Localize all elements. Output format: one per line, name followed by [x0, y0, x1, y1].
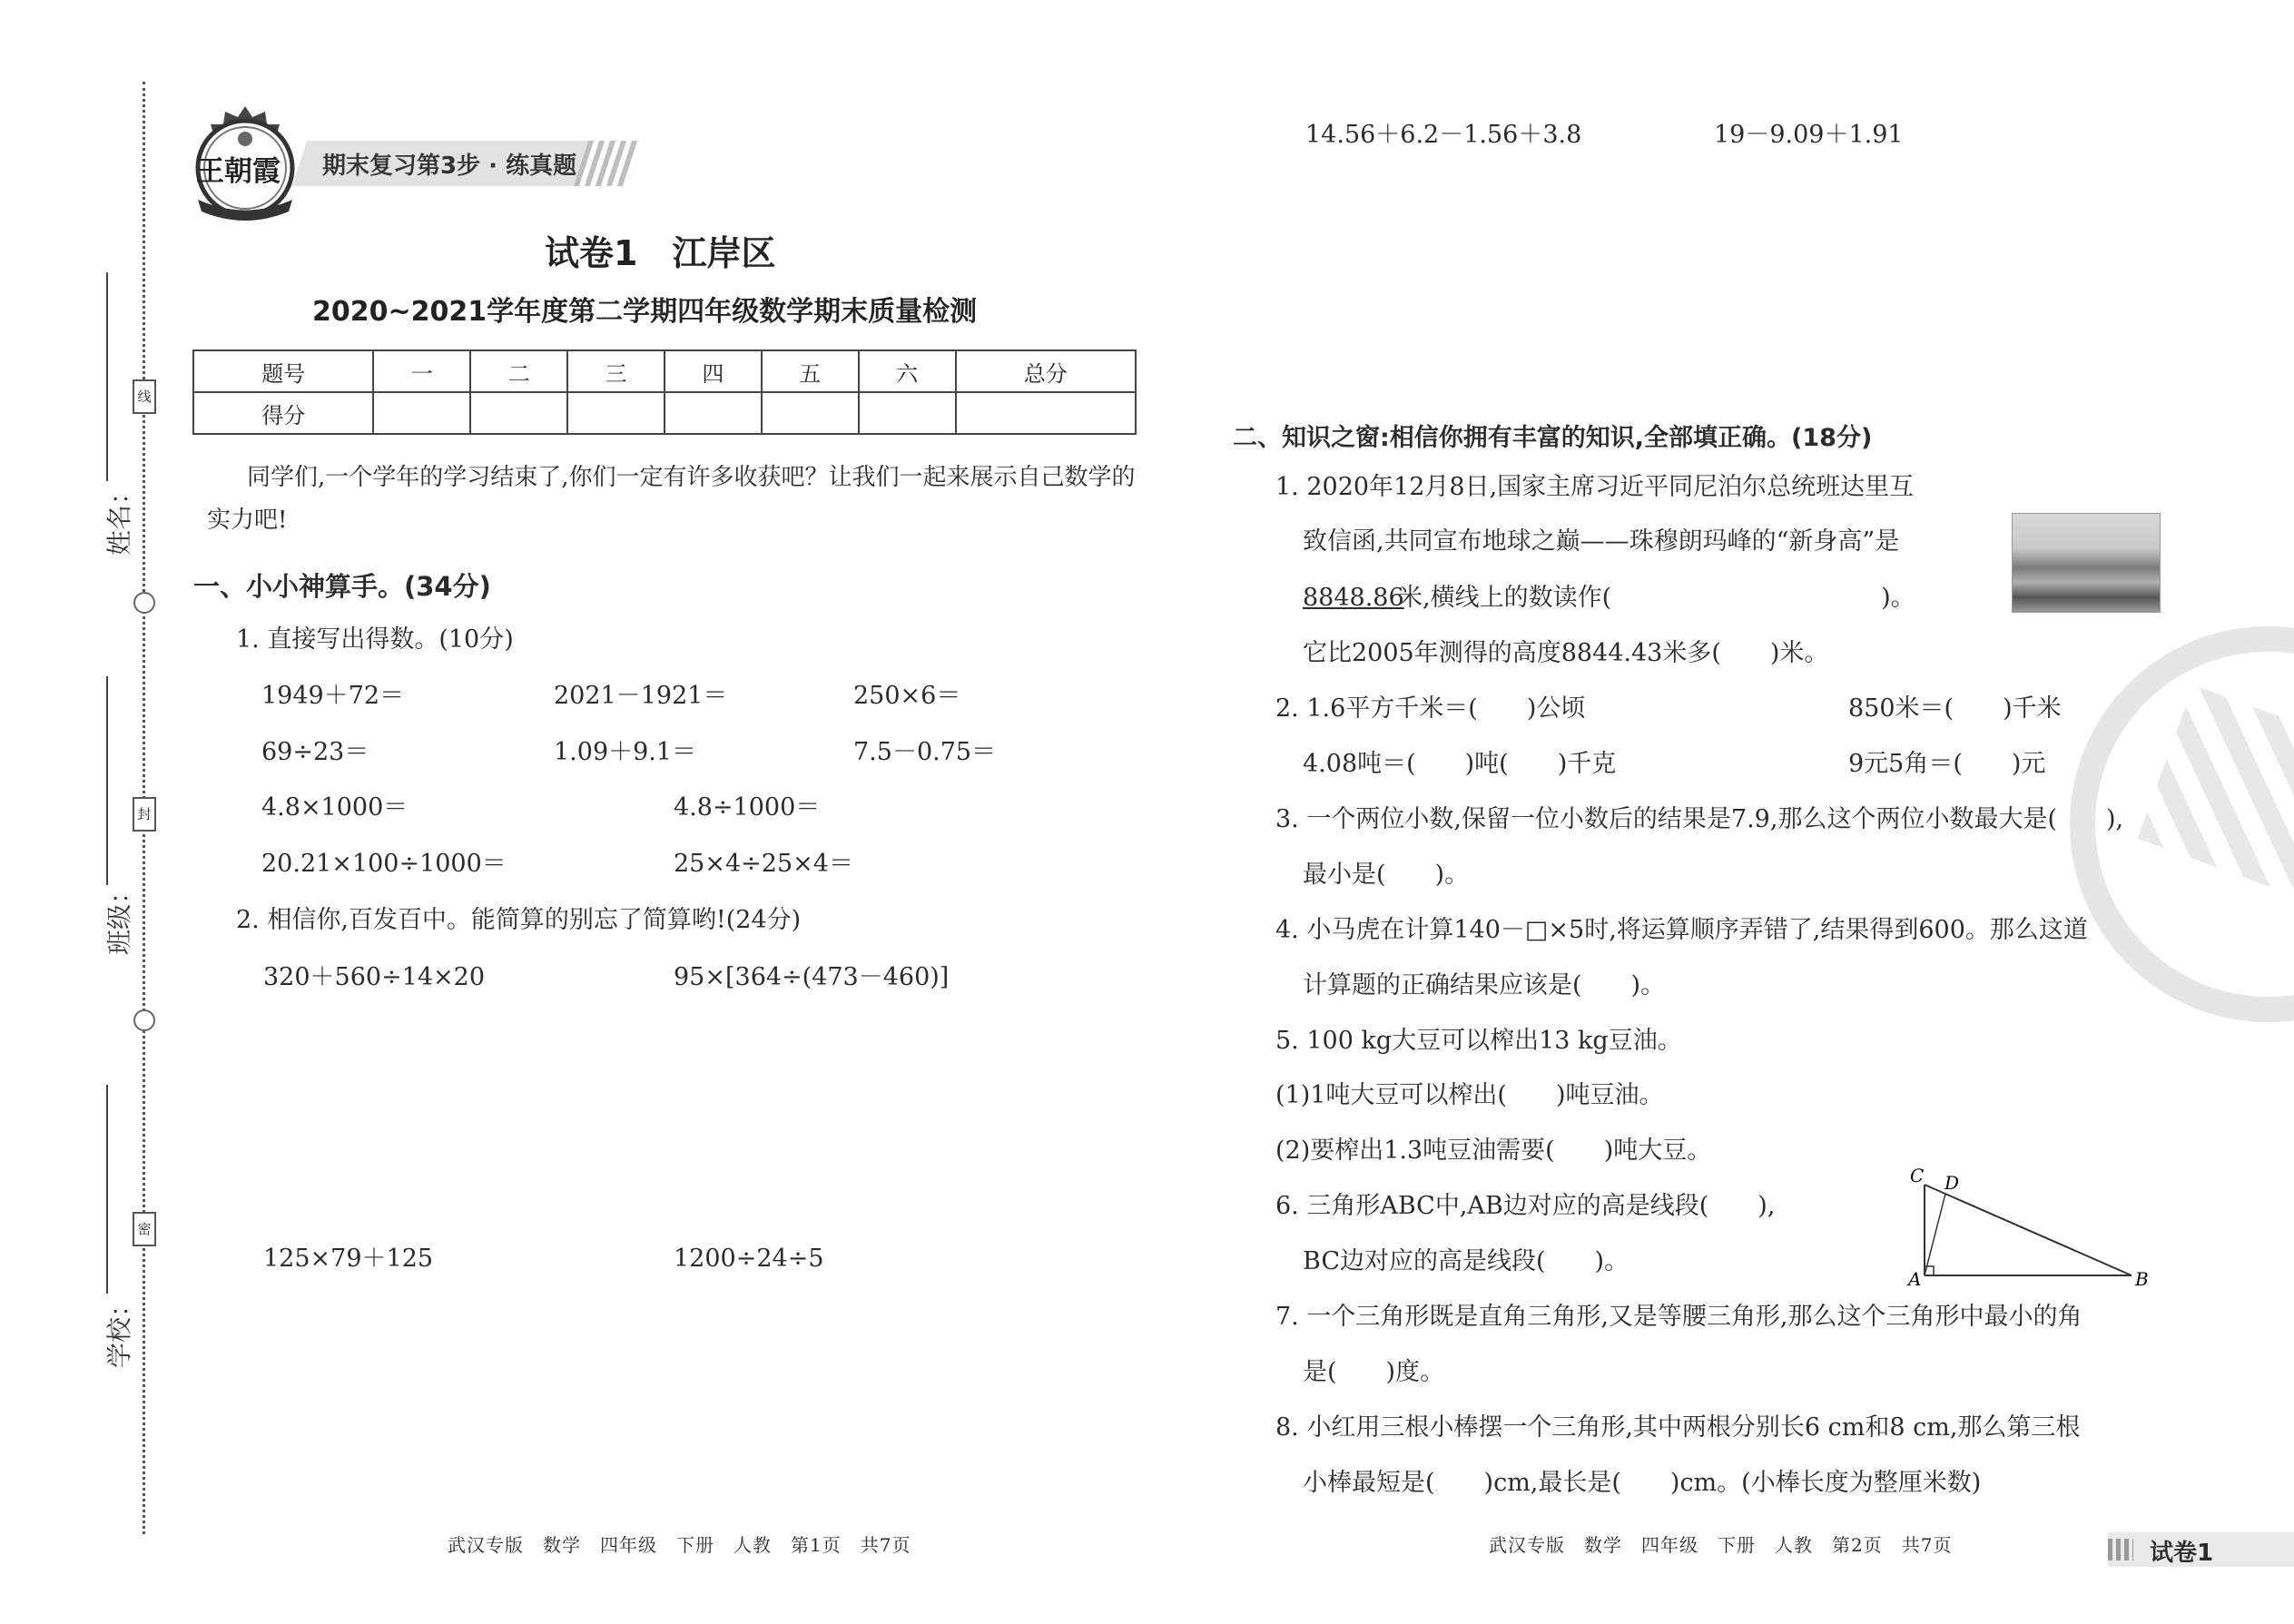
triangle-abc-diagram — [1897, 1162, 2161, 1289]
s2-q7-line1: 7. 一个三角形既是直角三角形,又是等腰三角形,那么这个三角形中最小的角 — [1275, 1303, 2082, 1331]
score-cell[interactable] — [859, 392, 956, 434]
calc-item: 4.8÷1000＝ — [674, 793, 821, 822]
score-cell[interactable] — [470, 392, 567, 434]
footer-right: 武汉专版 数学 四年级 下册 人教 第2页 共7页 — [1489, 1534, 1953, 1556]
s2-q6-line2: BC边对应的高是线段( )。 — [1303, 1247, 1629, 1275]
s2-q5-line3: (2)要榨出1.3吨豆油需要( )吨大豆。 — [1275, 1137, 1712, 1165]
section-1-title: 一、小小神算手。(34分) — [193, 571, 491, 602]
brand-logo-text: 王朝霞 — [196, 155, 281, 188]
s2-q5-line2: (1)1吨大豆可以榨出( )吨豆油。 — [1275, 1081, 1664, 1109]
simplify-item: 1200÷24÷5 — [674, 1245, 824, 1273]
binding-ring-icon — [133, 592, 155, 614]
score-header-cell: 一 — [373, 350, 470, 392]
score-table — [192, 349, 1137, 435]
calc-item: 4.8×1000＝ — [261, 793, 409, 822]
score-table-header-row — [193, 350, 1136, 392]
score-header-cell: 总分 — [956, 350, 1137, 392]
class-label: 班级： — [104, 878, 135, 956]
calc-item: 2021－1921＝ — [554, 682, 728, 710]
s2-q2-c: 4.08吨＝( )吨( )千克 — [1303, 750, 1617, 778]
score-row-label: 得分 — [193, 392, 373, 434]
s2-q8-line1: 8. 小红用三根小棒摆一个三角形,其中两根分别长6 cm和8 cm,那么第三根 — [1275, 1413, 2081, 1442]
q2-title: 2. 相信你,百发百中。能简算的别忘了简算哟!(24分) — [236, 906, 802, 934]
s2-q3-line1: 3. 一个两位小数,保留一位小数后的结果是7.9,那么这个两位小数最大是( ), — [1275, 805, 2124, 833]
score-header-cell: 四 — [665, 350, 762, 392]
score-header-cell: 题号 — [193, 350, 373, 392]
calc-item: 69÷23＝ — [261, 738, 369, 766]
school-underline — [106, 1085, 108, 1294]
s2-q2-a: 2. 1.6平方千米＝( )公顷 — [1275, 694, 1586, 723]
s2-q8-line2: 小棒最短是( )cm,最长是( )cm。(小棒长度为整厘米数) — [1303, 1469, 1982, 1497]
score-header-cell: 五 — [762, 350, 859, 392]
class-underline — [106, 676, 108, 885]
tri-label-a: A — [1908, 1268, 1922, 1289]
s2-q6-line1: 6. 三角形ABC中,AB边对应的高是线段( ), — [1275, 1192, 1776, 1220]
score-table-score-row — [193, 392, 1136, 434]
s2-q7-line2: 是( )度。 — [1303, 1358, 1445, 1386]
simplify-item: 19－9.09＋1.91 — [1714, 121, 1904, 149]
simplify-item: 14.56＋6.2－1.56＋3.8 — [1305, 121, 1582, 149]
name-label: 姓名： — [104, 478, 135, 556]
s2-q2-d: 9元5角＝( )元 — [1848, 750, 2046, 778]
tri-label-d: D — [1944, 1172, 1960, 1194]
simplify-item: 320＋560÷14×20 — [263, 963, 486, 991]
calc-item: 20.21×100÷1000＝ — [261, 850, 507, 878]
header-banner-text: 期末复习第3步 · 练真题 — [322, 153, 577, 180]
footer-tab-label: 试卷1 — [2150, 1540, 2214, 1567]
footer-left: 武汉专版 数学 四年级 下册 人教 第1页 共7页 — [448, 1534, 911, 1556]
everest-photo — [2012, 513, 2161, 613]
binding-ring-icon — [133, 1009, 155, 1031]
score-header-cell: 三 — [567, 350, 665, 392]
score-cell[interactable] — [373, 392, 470, 434]
s2-q1-line3: 米,横线上的数读作( )。 — [1398, 584, 1915, 612]
s2-q2-b: 850米＝( )千米 — [1848, 694, 2062, 723]
score-cell[interactable] — [762, 392, 859, 434]
s2-q5-line1: 5. 100 kg大豆可以榨出13 kg豆油。 — [1275, 1027, 1682, 1055]
calc-item: 1.09＋9.1＝ — [554, 738, 697, 766]
calc-item: 1949＋72＝ — [261, 682, 405, 710]
intro-line-2: 实力吧! — [207, 507, 288, 534]
calc-item: 25×4÷25×4＝ — [674, 850, 853, 878]
page-title: 试卷1 江岸区 — [545, 233, 776, 273]
s2-q1-line2: 致信函,共同宣布地球之巅——珠穆朗玛峰的“新身高”是 — [1303, 527, 1900, 556]
simplify-item: 125×79＋125 — [263, 1245, 434, 1273]
intro-line-1: 同学们,一个学年的学习结束了,你们一定有许多收获吧？让我们一起来展示自己数学的 — [247, 464, 1136, 491]
calc-item: 250×6＝ — [853, 682, 961, 710]
tri-label-b: B — [2135, 1268, 2149, 1289]
s2-q4-line2: 计算题的正确结果应该是( )。 — [1303, 971, 1666, 999]
seal-char-feng: 封 — [133, 797, 156, 832]
s2-q1-line1: 1. 2020年12月8日,国家主席习近平同尼泊尔总统班达里互 — [1275, 473, 1915, 501]
seal-char-xian: 线 — [133, 379, 156, 414]
calc-item: 7.5－0.75＝ — [853, 738, 997, 766]
page-subtitle: 2020~2021学年度第二学期四年级数学期末质量检测 — [312, 296, 978, 328]
name-underline — [106, 272, 108, 481]
score-cell[interactable] — [567, 392, 665, 434]
seal-char-mi: 密 — [133, 1212, 156, 1246]
score-header-cell: 二 — [470, 350, 567, 392]
footer-tab-stripes — [2108, 1539, 2133, 1560]
score-cell[interactable] — [665, 392, 762, 434]
s2-q3-line2: 最小是( )。 — [1303, 861, 1470, 889]
section-2-title: 二、知识之窗:相信你拥有丰富的知识,全部填正确。(18分) — [1233, 424, 1873, 452]
school-label: 学校： — [104, 1291, 135, 1369]
s2-q1-number: 8848.86 — [1303, 584, 1404, 612]
tri-label-c: C — [1910, 1165, 1925, 1186]
s2-q1-line4: 它比2005年测得的高度8844.43米多( )米。 — [1303, 639, 1829, 667]
s2-q4-line1: 4. 小马虎在计算140－□×5时,将运算顺序弄错了,结果得到600。那么这道 — [1275, 916, 2088, 944]
score-cell[interactable] — [956, 392, 1137, 434]
q1-title: 1. 直接写出得数。(10分) — [236, 625, 514, 654]
simplify-item: 95×[364÷(473－460)] — [674, 963, 950, 991]
score-header-cell: 六 — [859, 350, 956, 392]
